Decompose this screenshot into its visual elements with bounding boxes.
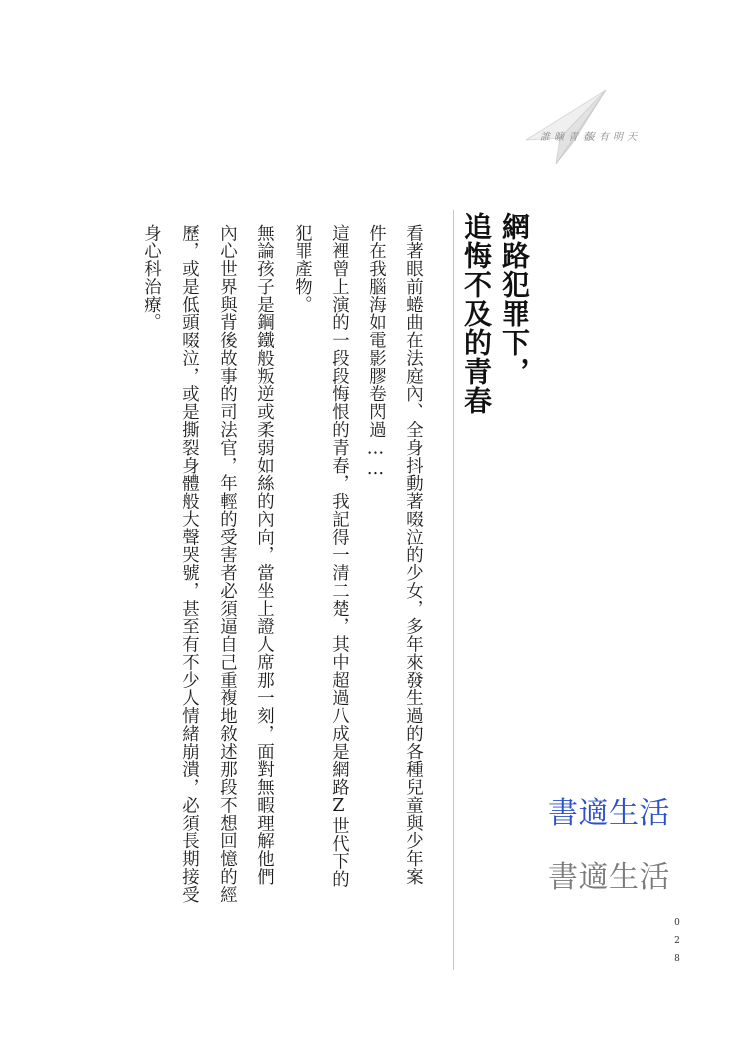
article-title-line1: 網路犯罪下， (498, 212, 531, 386)
header-motto-right: 沒有明天 (585, 132, 641, 143)
paragraph-line: 件在我腦海如電影膠卷閃過…… (365, 224, 386, 480)
page-number: 028 (672, 918, 682, 972)
column-divider (453, 210, 454, 970)
paragraph-line: 這裡曾上演的一段段悔恨的青春，我記得一清二楚，其中超過八成是網路Z世代下的 (328, 224, 349, 889)
watermark-gray: 書適生活 (548, 860, 670, 895)
paragraph-line: 歷，或是低頭啜泣，或是撕裂身體般大聲哭號，甚至有不少人情緒崩潰，必須長期接受 (178, 224, 199, 904)
header-motto-left: 誰曠青春 (540, 132, 596, 143)
paragraph-line: 身心科治療。 (140, 224, 161, 332)
article-title-line2: 追悔不及的青春 (460, 212, 493, 415)
watermark-blue: 書適生活 (548, 796, 670, 831)
paragraph-line: 無論孩子是鋼鐵般叛逆或柔弱如絲的內向，當坐上證人席那一刻，面對無暇理解他們 (253, 224, 274, 886)
paragraph-line: 看著眼前蜷曲在法庭內、全身抖動著啜泣的少女，多年來發生過的各種兒童與少年案 (402, 224, 423, 886)
paragraph-line: 內心世界與背後故事的司法官，年輕的受害者必須逼自己重複地敘述那段不想回憶的經 (216, 224, 237, 904)
paragraph-line: 犯罪產物。 (291, 224, 312, 314)
